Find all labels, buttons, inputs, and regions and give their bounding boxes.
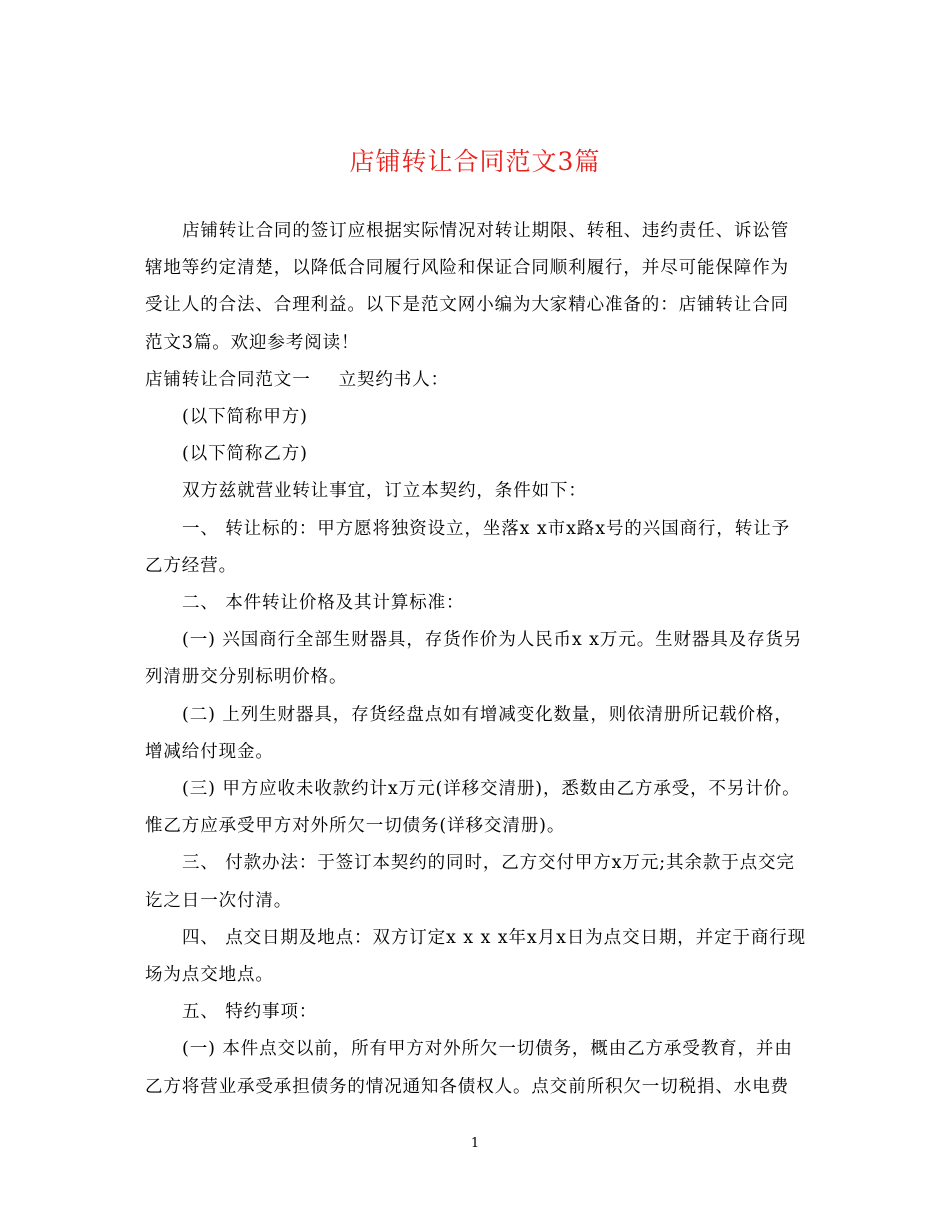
clause-2-item-2: (二) 上列生财器具，存货经盘点如有增减变化数量，则依清册所记载价格，增减给付现金。 [145,704,793,762]
preamble-paragraph: 双方兹就营业转让事宜，订立本契约，条件如下： [182,481,587,502]
document-body [145,213,807,1106]
party-a-line: (以下简称甲方) [182,407,308,428]
intro-paragraph: 店铺转让合同的签订应根据实际情况对转让期限、转租、违约责任、诉讼管辖地等约定清楚，以降低合同履行风险和保证合同顺利履行，并尽可能保障作为受让人的合法、合理利益。以下是范文网小编为大家精心准备的：店铺转让合同范文3篇。欢迎参考阅读！ [145,221,790,353]
document-title: 店铺转让合同范文3篇 [349,147,601,176]
signatories-label: 立契约书人： [338,369,450,390]
clause-3: 三、 付款办法：于签订本契约的同时，乙方交付甲方x万元;其余款于点交完讫之日一次付清。 [145,853,795,911]
page-number: 1 [470,1136,480,1151]
clause-4: 四、 点交日期及地点：双方订定x x x x年x月x日为点交日期，并定于商行现场为点交地点。 [145,927,807,986]
section-heading-row [145,362,807,399]
party-b-line: (以下简称乙方) [182,444,308,465]
clause-5-item-1: (一) 本件点交以前，所有甲方对外所欠一切债务，概由乙方承受教育，并由乙方将营业承受承担债务的情况通知各债权人。点交前所积欠一切税捐、水电费 [145,1039,793,1097]
clause-2: 二、 本件转让价格及其计算标准： [182,593,465,614]
clause-2-item-1: (一) 兴国商行全部生财器具，存货作价为人民币x x万元。生财器具及存货另列清册交分别标明价格。 [145,630,803,688]
section-heading: 店铺转让合同范文一 [145,369,311,390]
clause-2-item-3: (三) 甲方应收未收款约计x万元(详移交清册)，悉数由乙方承受，不另计价。惟乙方应承受甲方对外所欠一切债务(详移交清册)。 [145,779,801,837]
heading-gap [311,362,339,399]
clause-1: 一、 转让标的：甲方愿将独资设立，坐落x x市x路x号的兴国商行，转让予乙方经营。 [145,518,791,576]
clause-5: 五、 特约事项： [182,1002,318,1023]
